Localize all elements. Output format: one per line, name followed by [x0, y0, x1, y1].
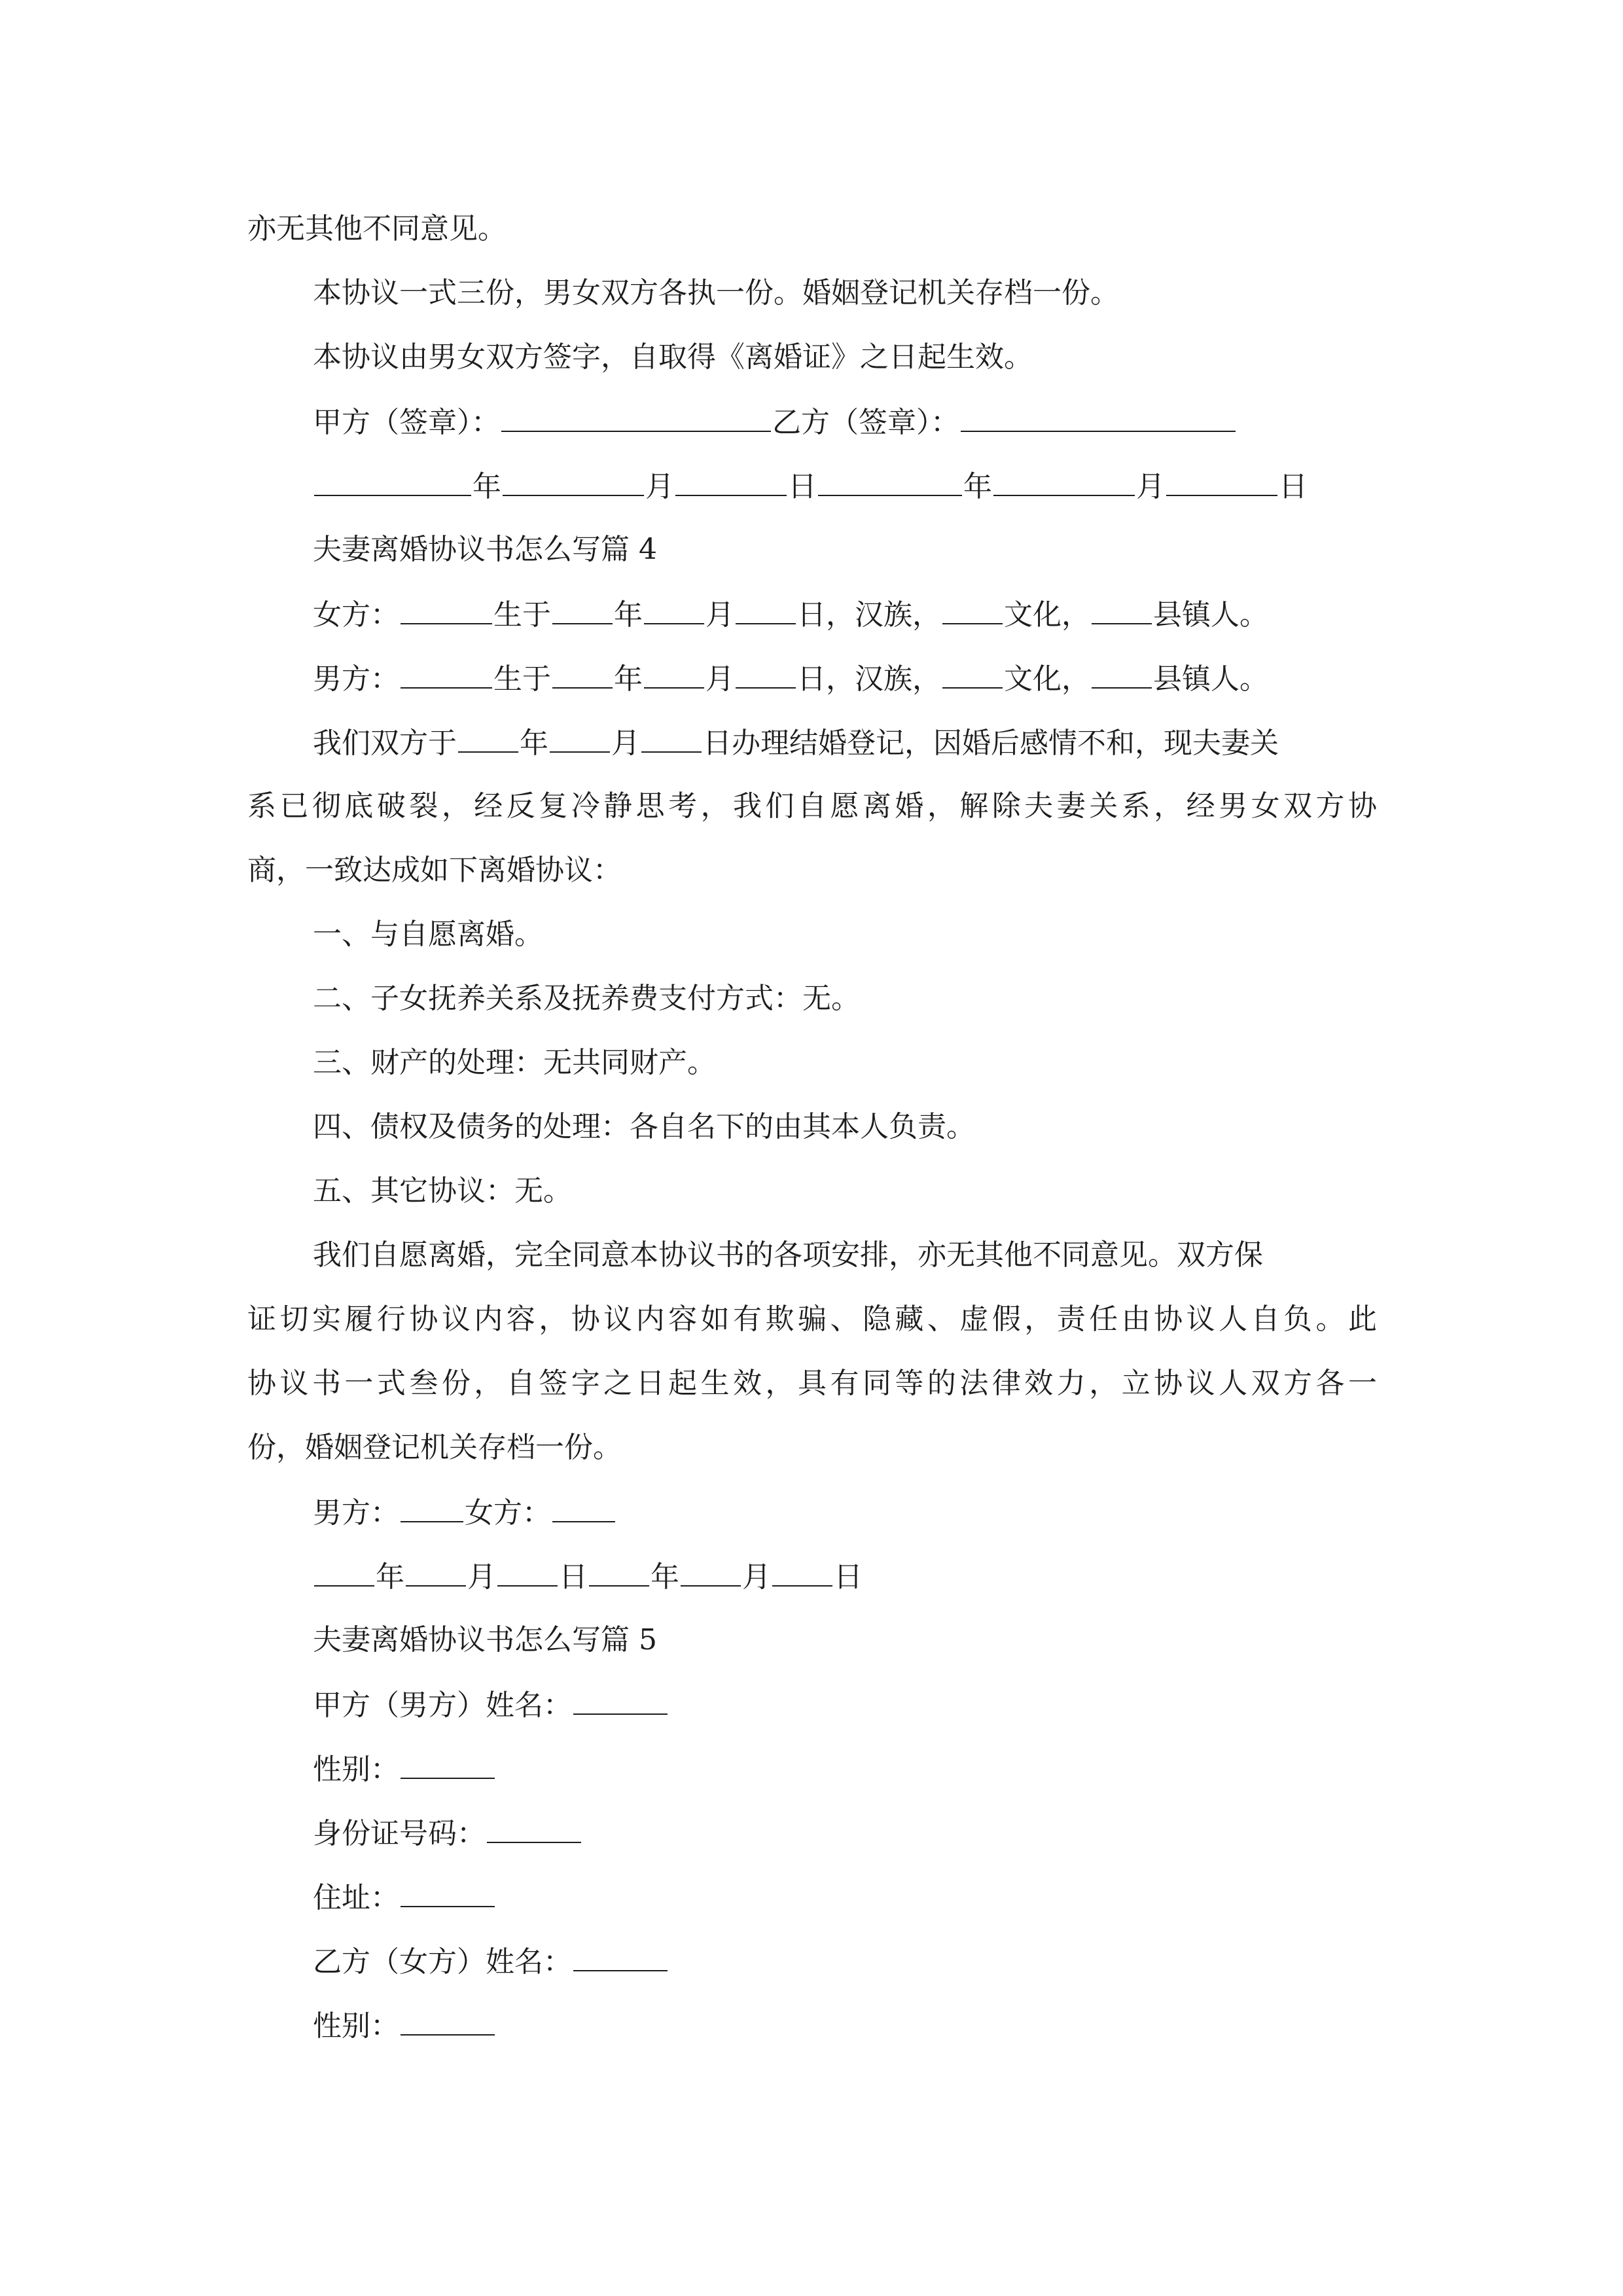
- blank-field: [314, 1556, 374, 1587]
- day-label: 日: [834, 1560, 863, 1594]
- text: 县镇人。: [1153, 662, 1268, 696]
- paragraph-line: [313, 723, 1279, 762]
- paragraph-line: [247, 851, 622, 890]
- blank-field: [993, 466, 1135, 496]
- blank-field: [503, 466, 644, 496]
- blank-field: [681, 1556, 741, 1587]
- blank-field: [497, 1556, 558, 1587]
- blank-field: [589, 1556, 649, 1587]
- text: ，汉族，: [826, 598, 941, 632]
- day-label: 日: [797, 662, 826, 696]
- label: 男方：: [313, 1496, 399, 1530]
- date-line: [313, 1556, 863, 1596]
- month-label: 月: [645, 470, 674, 503]
- month-label: 月: [611, 726, 640, 760]
- blank-field: [401, 2005, 495, 2036]
- text: 商，一致达成如下离婚协议：: [247, 853, 622, 887]
- section-heading: [313, 530, 657, 569]
- text: 生于: [493, 598, 551, 632]
- month-label: 月: [467, 1560, 496, 1594]
- text: 本协议一式三份，男女双方各执一份。婚姻登记机关存档一份。: [313, 276, 1119, 310]
- text-line: [313, 338, 1033, 377]
- blank-field: [818, 466, 962, 496]
- blank-field: [644, 594, 704, 624]
- month-label: 月: [1136, 470, 1165, 503]
- text: 文化，: [1004, 598, 1090, 632]
- label-party-b: 乙方（签章）：: [772, 406, 959, 439]
- blank-field: [942, 594, 1003, 624]
- blank-field: [314, 466, 471, 496]
- blank-field: [458, 723, 518, 753]
- paragraph-line: [247, 1364, 1377, 1403]
- month-label: 月: [705, 662, 734, 696]
- field-label: 甲方（男方）姓名：: [313, 1689, 572, 1722]
- day-label: 日: [1279, 470, 1308, 503]
- blank-field: [401, 1749, 495, 1779]
- male-info-line: [313, 658, 1268, 698]
- blank-field: [401, 658, 492, 689]
- blank-field: [552, 1492, 615, 1522]
- field-label: 性别：: [313, 2009, 399, 2043]
- paragraph-line: [247, 787, 1377, 826]
- paragraph-line: [247, 1428, 622, 1467]
- text: 文化，: [1004, 662, 1090, 696]
- text: 日办理结婚登记，因婚后感情不和，现夫妻关: [703, 726, 1279, 760]
- paragraph-line: [247, 1300, 1377, 1339]
- blank-field: [1092, 594, 1152, 624]
- year-label: 年: [651, 1560, 679, 1594]
- blank-field: [552, 658, 613, 689]
- field-label: 性别：: [313, 1753, 399, 1786]
- blank-field: [573, 1685, 668, 1715]
- list-item: [313, 915, 543, 954]
- blank-field: [1166, 466, 1277, 496]
- year-label: 年: [520, 726, 548, 760]
- year-label: 年: [376, 1560, 404, 1594]
- field-label: 身份证号码：: [313, 1817, 486, 1850]
- text: 五、其它协议：无。: [313, 1174, 572, 1208]
- year-label: 年: [614, 598, 643, 632]
- blank-field: [406, 1556, 466, 1587]
- blank-field: [961, 402, 1236, 432]
- day-label: 日: [788, 470, 817, 503]
- heading-text: 夫妻离婚协议书怎么写篇 5: [313, 1623, 657, 1657]
- blank-field: [942, 658, 1003, 689]
- form-field: [313, 1813, 582, 1852]
- year-label: 年: [473, 470, 501, 503]
- text: 证切实履行协议内容，协议内容如有欺骗、隐藏、虚假，责任由协议人自负。此: [247, 1302, 1377, 1336]
- female-info-line: [313, 594, 1268, 634]
- blank-field: [552, 594, 613, 624]
- text: 县镇人。: [1153, 598, 1268, 632]
- blank-field: [501, 402, 771, 432]
- text: ，汉族，: [826, 662, 941, 696]
- list-item: [313, 1107, 975, 1147]
- section-heading: [313, 1621, 657, 1660]
- label-party-a: 甲方（签章）：: [313, 406, 500, 439]
- field-label: 乙方（女方）姓名：: [313, 1945, 572, 1979]
- month-label: 月: [742, 1560, 771, 1594]
- text: 二、子女抚养关系及抚养费支付方式：无。: [313, 982, 860, 1015]
- list-item: [313, 979, 860, 1018]
- heading-text: 夫妻离婚协议书怎么写篇 4: [313, 533, 657, 566]
- signature-line: [313, 402, 1237, 441]
- list-item: [313, 1043, 716, 1083]
- form-field: [313, 1877, 496, 1916]
- text-line: [247, 209, 507, 249]
- text: 份，婚姻登记机关存档一份。: [247, 1431, 622, 1464]
- label: 女方：: [465, 1496, 551, 1530]
- text: 本协议由男女双方签字，自取得《离婚证》之日起生效。: [313, 340, 1033, 374]
- signature-line: [313, 1492, 616, 1532]
- blank-field: [1092, 658, 1152, 689]
- paragraph-line: [313, 1236, 1263, 1275]
- field-label: 住址：: [313, 1881, 399, 1914]
- blank-field: [401, 1492, 463, 1522]
- blank-field: [401, 594, 492, 624]
- text: 亦无其他不同意见。: [247, 212, 507, 245]
- blank-field: [487, 1813, 581, 1843]
- blank-field: [736, 594, 796, 624]
- blank-field: [573, 1941, 668, 1971]
- text: 三、财产的处理：无共同财产。: [313, 1046, 716, 1079]
- day-label: 日: [559, 1560, 588, 1594]
- form-field: [313, 1749, 496, 1788]
- blank-field: [550, 723, 610, 753]
- form-field: [313, 1685, 669, 1724]
- form-field: [313, 1941, 669, 1981]
- year-label: 年: [614, 662, 643, 696]
- blank-field: [736, 658, 796, 689]
- text: 系已彻底破裂，经反复冷静思考，我们自愿离婚，解除夫妻关系，经男女双方协: [247, 789, 1377, 823]
- label: 女方：: [313, 598, 399, 632]
- text: 四、债权及债务的处理：各自名下的由其本人负责。: [313, 1110, 975, 1143]
- label: 男方：: [313, 662, 399, 696]
- form-field: [313, 2005, 496, 2045]
- blank-field: [401, 1877, 495, 1907]
- blank-field: [644, 658, 704, 689]
- blank-field: [641, 723, 702, 753]
- text: 一、与自愿离婚。: [313, 918, 543, 951]
- text-line: [313, 274, 1119, 313]
- text: 我们双方于: [313, 726, 457, 760]
- month-label: 月: [705, 598, 734, 632]
- year-label: 年: [963, 470, 992, 503]
- text: 生于: [493, 662, 551, 696]
- list-item: [313, 1172, 572, 1211]
- text: 我们自愿离婚，完全同意本协议书的各项安排，亦无其他不同意见。双方保: [313, 1238, 1263, 1272]
- blank-field: [772, 1556, 832, 1587]
- blank-field: [675, 466, 787, 496]
- day-label: 日: [797, 598, 826, 632]
- date-line: [313, 466, 1308, 505]
- text: 协议书一式叁份，自签字之日起生效，具有同等的法律效力，立协议人双方各一: [247, 1367, 1377, 1400]
